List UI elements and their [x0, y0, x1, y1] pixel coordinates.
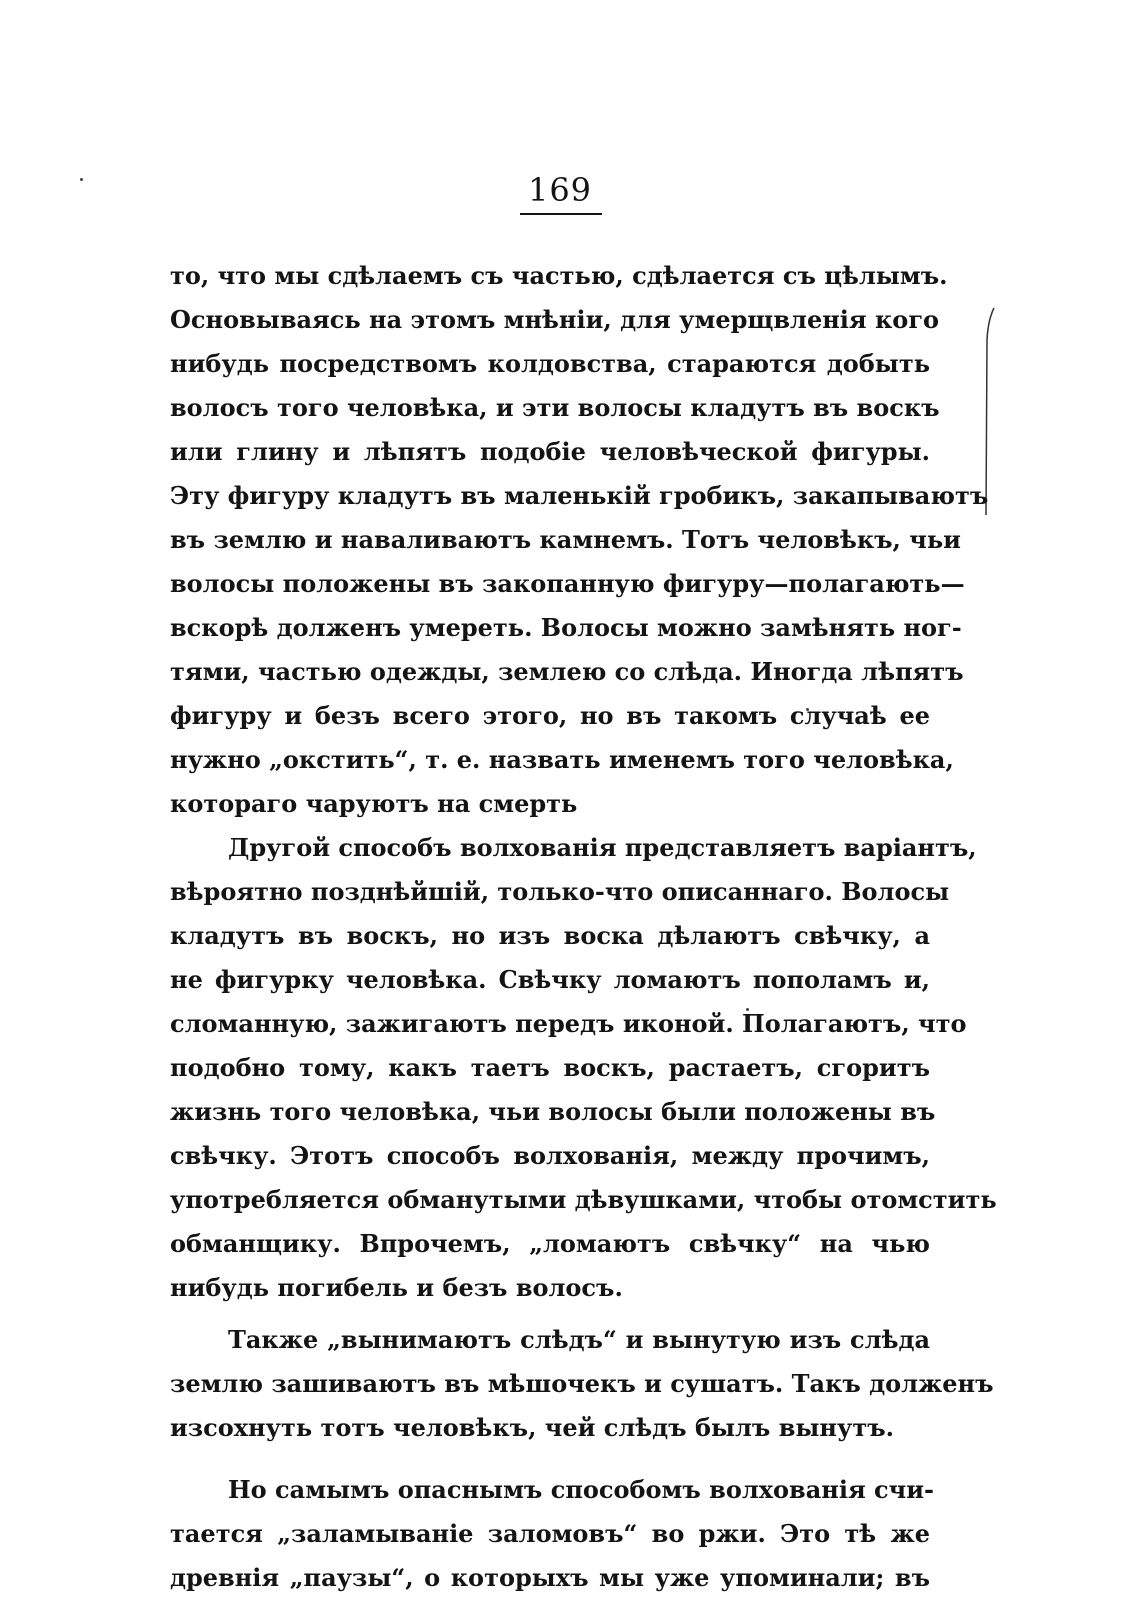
text-line: нужно „окстить“, т. е. назвать именемъ того человѣка, — [170, 745, 954, 774]
text-line: Основываясь на этомъ мнѣніи, для умерщвленія кого — [170, 305, 940, 334]
text-line: обманщику. Впрочемъ, „ломаютъ свѣчку“ на чью — [170, 1229, 930, 1258]
text-line: волосъ того человѣка, и эти волосы кладутъ въ воскъ — [170, 393, 940, 422]
text-line: Эту фигуру кладутъ въ маленькій гробикъ, закапываютъ — [170, 481, 989, 510]
text-line: изсохнуть тотъ человѣкъ, чей слѣдъ былъ вынутъ. — [170, 1413, 894, 1442]
page-number-underline — [520, 213, 602, 215]
text-line: свѣчку. Этотъ способъ волхованія, между прочимъ, — [170, 1141, 930, 1170]
text-line: или глину и лѣпятъ подобіе человѣческой фигуры. — [170, 437, 930, 466]
text-line: Но самымъ опаснымъ способомъ волхованія счи- — [228, 1475, 934, 1504]
text-line: фигуру и безъ всего этого, но въ такомъ случаѣ ее — [170, 701, 930, 730]
text-line: Также „вынимаютъ слѣдъ“ и вынутую изъ слѣда — [228, 1325, 930, 1354]
text-line: жизнь того человѣка, чьи волосы были положены въ — [170, 1097, 936, 1126]
page-number: 169 — [527, 171, 593, 209]
text-line: кладутъ въ воскъ, но изъ воска дѣлаютъ свѣчку, а — [170, 921, 930, 950]
text-line: вскорѣ долженъ умереть. Волосы можно замѣнять ног- — [170, 613, 962, 642]
text-line: то, что мы сдѣлаемъ съ частью, сдѣлается съ цѣлымъ. — [170, 261, 948, 290]
text-line: въ землю и наваливаютъ камнемъ. Тотъ человѣкъ, чьи — [170, 525, 961, 554]
text-line: не фигурку человѣка. Свѣчку ломаютъ пополамъ и, — [170, 965, 930, 994]
text-line: вѣроятно позднѣйшій, только-что описаннаго. Волосы — [170, 877, 950, 906]
text-line: волосы положены въ закопанную фигуру—полагають— — [170, 569, 965, 598]
text-line: подобно тому, какъ таетъ воскъ, растаетъ, сгоритъ — [170, 1053, 930, 1082]
text-line: Другой способъ волхованія представляетъ варіантъ, — [228, 833, 977, 862]
text-line: тями, частью одежды, землею со слѣда. Иногда лѣпятъ — [170, 657, 964, 686]
text-line: сломанную, зажигаютъ передъ иконой. Полагаютъ, что — [170, 1009, 967, 1038]
text-line: землю зашиваютъ въ мѣшочекъ и сушатъ. Такъ долженъ — [170, 1369, 994, 1398]
body-text — [170, 254, 997, 1600]
text-line: нибудь посредствомъ колдовства, стараются добыть — [170, 349, 930, 378]
text-line: котораго чаруютъ на смерть — [170, 789, 578, 818]
paper-speck — [80, 178, 83, 181]
text-line: нибудь погибель и безъ волосъ. — [170, 1273, 623, 1302]
text-line: тается „заламываніе заломовъ“ во ржи. Это тѣ же — [170, 1519, 930, 1548]
text-line: древнія „паузы“, о которыхъ мы уже упоминали; въ — [170, 1563, 930, 1592]
text-line: употребляется обманутыми дѣвушками, чтобы отомстить — [170, 1185, 997, 1214]
